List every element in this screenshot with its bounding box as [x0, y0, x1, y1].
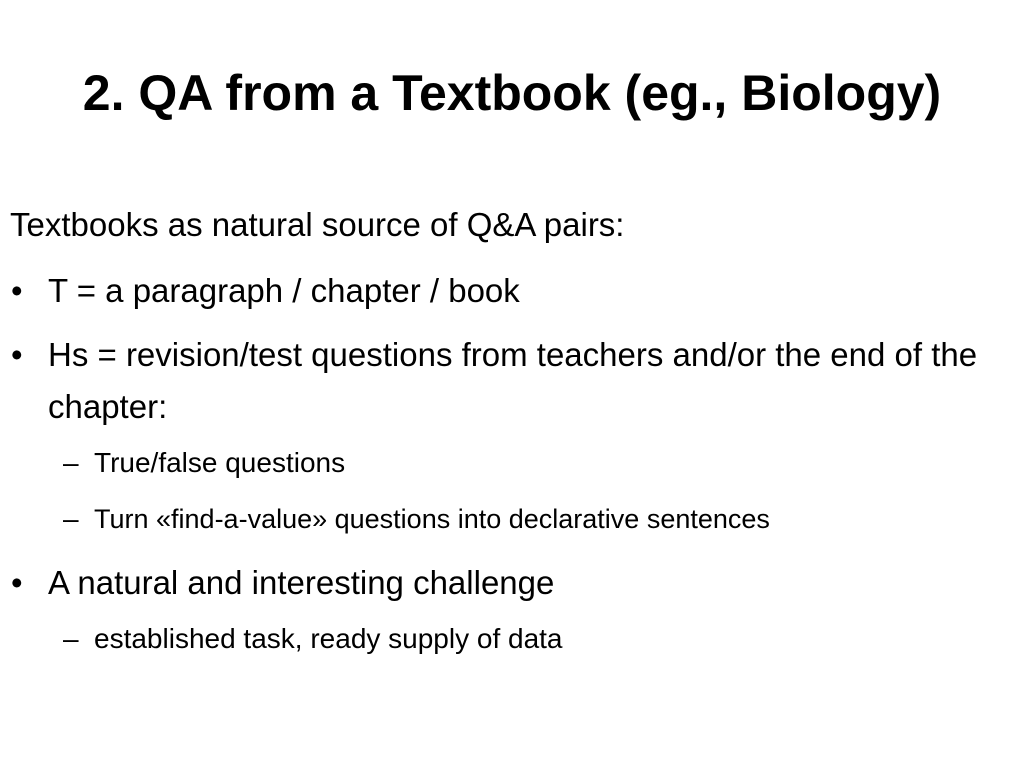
bullet-item — [10, 555, 1020, 611]
sub-bullet-item — [10, 619, 1020, 659]
sub-bullet-text: Turn «find-a-value» questions into declarative sentences — [94, 504, 770, 534]
sub-bullet-text: True/false questions — [94, 447, 346, 478]
dash-marker: – — [63, 623, 79, 654]
bullet-text: T = a paragraph / chapter / book — [48, 272, 520, 309]
slide-body — [10, 197, 1020, 659]
bullet-text: Hs = revision/test questions from teachers and/or the end of the chapter: — [48, 336, 978, 425]
sub-bullet-item — [10, 443, 1020, 483]
dash-marker: – — [63, 447, 79, 478]
sub-bullet-item — [10, 499, 1020, 539]
bullet-marker: • — [11, 564, 23, 601]
bullet-text: A natural and interesting challenge — [48, 564, 555, 601]
bullet-marker: • — [11, 336, 23, 373]
sub-bullet-text: established task, ready supply of data — [94, 623, 563, 654]
bullet-item — [10, 263, 1020, 319]
bullet-marker: • — [11, 272, 23, 309]
bullet-item — [10, 329, 1020, 433]
intro-text: Textbooks as natural source of Q&A pairs: — [10, 206, 625, 243]
slide-title: 2. QA from a Textbook (eg., Biology) — [82, 65, 942, 121]
dash-marker: – — [63, 503, 79, 534]
